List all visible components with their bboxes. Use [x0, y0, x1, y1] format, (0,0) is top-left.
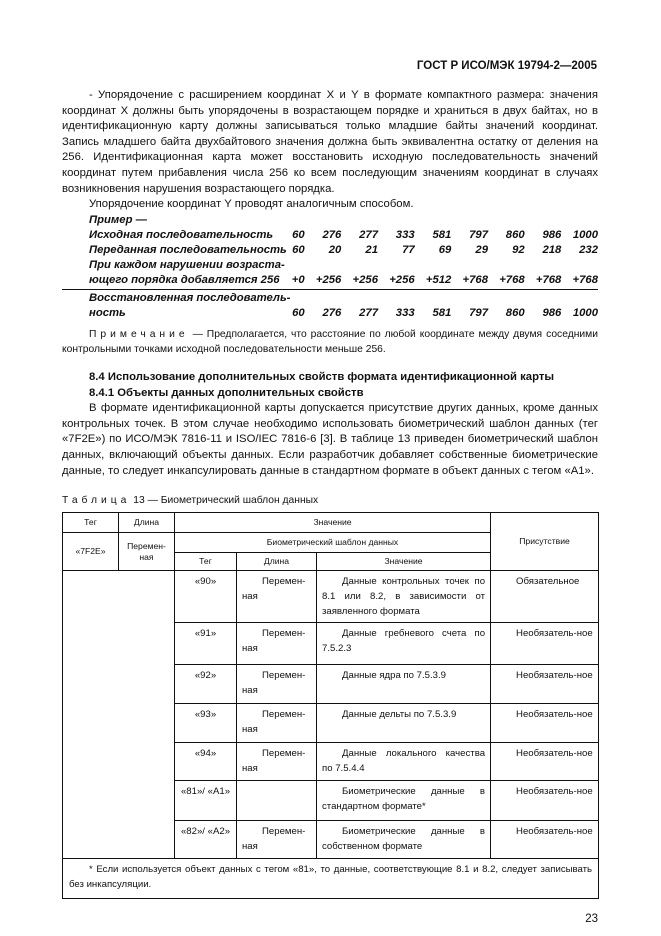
example-row-label: ность	[89, 306, 126, 319]
example-value: 77	[402, 243, 415, 256]
cell-length-text: Перемен-ная	[242, 709, 306, 736]
cell-value-text: Данные ядра по 7.5.3.9	[342, 670, 446, 682]
example-value: 60	[292, 243, 305, 256]
example-value: +256	[352, 273, 378, 286]
cell-tag-text: «90»	[194, 576, 217, 588]
heading-text: 8.4 Использование дополнительных свойств формата идентификационной карты	[89, 370, 555, 383]
example-value: +0	[291, 273, 305, 286]
note-label: Примечание	[89, 328, 189, 340]
header-value: Значение	[175, 513, 491, 533]
cell-presence-text: Необязатель-ное	[516, 670, 593, 682]
cell-presence	[491, 571, 599, 623]
cell-tag	[175, 821, 237, 859]
cell-length	[237, 571, 317, 623]
example-divider	[62, 289, 598, 290]
example-row	[62, 258, 598, 273]
cell-value	[317, 665, 491, 704]
example-row	[62, 228, 598, 243]
cell-length	[237, 704, 317, 743]
example-value: +256	[315, 273, 342, 286]
section-paragraph	[62, 401, 598, 479]
example-value: 1000	[572, 306, 598, 319]
section-heading-8-4	[62, 370, 598, 386]
biometric-template-table	[62, 512, 599, 899]
cell-presence-text: Необязатель-ное	[516, 826, 593, 838]
footnote-text: * Если используется объект данных с тегом «81», то данные, соответствующие 8.1 и 8.2, следует записывать без инкапсуляции.	[69, 864, 593, 891]
example-value: 276	[322, 306, 342, 319]
page-body	[62, 88, 598, 925]
header-inner-tag: Тег	[175, 553, 237, 571]
cell-tag-text: «92»	[194, 670, 217, 682]
cell-value	[317, 781, 491, 821]
example-row-label: При каждом нарушении возраста-	[89, 258, 285, 271]
example-value: 218	[542, 243, 562, 256]
example-value: +768	[499, 273, 525, 286]
example-value: +768	[572, 273, 598, 286]
example-value: 276	[322, 228, 342, 241]
cell-presence-text: Обязательное	[516, 576, 580, 588]
example-row-label: Восстановленная последователь-	[89, 291, 291, 304]
example-value: 1000	[572, 228, 598, 241]
example-value: 860	[505, 228, 525, 241]
cell-presence	[491, 665, 599, 704]
cell-presence-text: Необязатель-ное	[516, 628, 593, 640]
outer-length: Перемен-ная	[119, 533, 175, 571]
table-caption	[62, 495, 598, 506]
cell-value	[317, 821, 491, 859]
empty-cell	[63, 571, 175, 859]
cell-tag	[175, 623, 237, 665]
cell-value	[317, 704, 491, 743]
example-row	[62, 273, 598, 288]
paragraph-text: Упорядочение координат Y проводят аналогичным способом.	[89, 198, 414, 211]
example-block	[62, 213, 598, 321]
cell-presence-text: Необязатель-ное	[516, 709, 593, 721]
cell-value-text: Биометрические данные в собственном формате	[322, 826, 486, 853]
cell-tag	[175, 781, 237, 821]
paragraph-text: - Упорядочение с расширением координат X и Y в формате компактного размера: значения координат X должны быть упорядочены в возрастающем порядке и храниться в двух байтах, но в идентификационную карту должны записываться только младшие байты значений координат. Запись младшего байта двухбайтового значения должна быть эквивалентна остатку от деления на 256. Идентификационная карта может восстановить исходную последовательность значений координат путем прибавления числа 256 ко всем последующим значениям координат в случаях возникновения нарушения возрастающего порядка.	[62, 89, 598, 195]
example-title-text: Пример —	[89, 213, 147, 226]
cell-tag-text: «82»/ «А2»	[180, 826, 231, 838]
example-value: 277	[359, 228, 378, 241]
cell-tag	[175, 665, 237, 704]
example-value: 986	[542, 306, 562, 319]
table-row	[63, 571, 599, 623]
cell-tag	[175, 571, 237, 623]
example-value: +256	[389, 273, 415, 286]
example-value: 860	[505, 306, 525, 319]
cell-presence	[491, 781, 599, 821]
table-footnote	[63, 859, 599, 899]
header-tag: Тег	[63, 513, 119, 533]
cell-value-text: Биометрические данные в стандартном формате*	[322, 786, 486, 813]
cell-length-text: Перемен-ная	[242, 670, 306, 697]
example-value: 29	[475, 243, 488, 256]
example-row	[62, 243, 598, 258]
example-value: +768	[535, 273, 562, 286]
note	[62, 327, 598, 358]
paragraph-y-ordering	[62, 197, 598, 213]
cell-presence	[491, 704, 599, 743]
cell-value-text: Данные контрольных точек по 8.1 или 8.2, в зависимости от заявленного формата	[322, 576, 486, 618]
cell-tag	[175, 704, 237, 743]
cell-length-text: Перемен-ная	[242, 826, 306, 853]
cell-tag-text: «93»	[194, 709, 217, 721]
paragraph-ordering	[62, 88, 598, 197]
cell-presence	[491, 623, 599, 665]
cell-length-text: Перемен-ная	[242, 576, 306, 603]
paragraph-text: В формате идентификационной карты допускается присутствие других данных, кроме данных контрольных точек. В этом случае необходимо использовать биометрический шаблон данных (тег «7F2E») по ИСО/МЭК 7816-11 и ISO/IEC 7816-6 [3]. В таблице 13 приведен биометрический шаблон данных, включающий объекты данных. Если разработчик добавляет собственные биометрические данные, то следует инкапсулировать данные в стандартном формате в объект данных с тегом «А1».	[62, 402, 598, 477]
example-value: 60	[292, 306, 305, 319]
cell-presence-text: Необязатель-ное	[516, 748, 593, 760]
example-value: 333	[395, 228, 415, 241]
example-value: 69	[438, 243, 452, 256]
example-value: +512	[425, 273, 452, 286]
example-value: 20	[328, 243, 342, 256]
cell-length-text: Перемен-ная	[242, 748, 306, 775]
example-row-label: ющего порядка добавляется 256	[89, 273, 280, 286]
cell-tag	[175, 743, 237, 781]
outer-tag: «7F2E»	[63, 533, 119, 571]
cell-tag-text: «81»/ «А1»	[180, 786, 231, 798]
example-value: 581	[432, 306, 452, 319]
header-template: Биометрический шаблон данных	[175, 533, 491, 553]
example-value: 333	[395, 306, 415, 319]
cell-presence-text: Необязатель-ное	[516, 786, 593, 798]
cell-value	[317, 743, 491, 781]
page-number: 23	[585, 913, 598, 926]
example-title	[62, 213, 598, 228]
example-value: 986	[542, 228, 562, 241]
header-length: Длина	[119, 513, 175, 533]
example-row-label: Исходная последовательность	[89, 228, 274, 241]
header-presence: Присутствие	[491, 513, 599, 571]
caption-label: Таблица	[62, 495, 131, 507]
example-value: 797	[469, 306, 488, 319]
example-row-label: Переданная последовательность	[89, 243, 287, 256]
heading-text: 8.4.1 Объекты данных дополнительных свойств	[89, 386, 364, 399]
example-value: 21	[365, 243, 378, 256]
cell-value-text: Данные локального качества по 7.5.4.4	[322, 748, 486, 775]
example-value: 232	[579, 243, 598, 256]
section-heading-8-4-1	[62, 386, 598, 402]
caption-text: 13 — Биометрический шаблон данных	[133, 495, 319, 507]
cell-presence	[491, 743, 599, 781]
cell-value	[317, 623, 491, 665]
cell-tag-text: «94»	[194, 748, 217, 760]
cell-length	[237, 743, 317, 781]
example-value: 92	[512, 243, 525, 256]
example-value: 581	[432, 228, 452, 241]
example-value: 277	[359, 306, 378, 319]
document-id-header: ГОСТ Р ИСО/МЭК 19794-2—2005	[416, 60, 597, 72]
cell-length	[237, 623, 317, 665]
example-row	[62, 306, 598, 321]
header-inner-value: Значение	[317, 553, 491, 571]
cell-length-text: Перемен-ная	[242, 628, 306, 655]
cell-value	[317, 571, 491, 623]
example-value: 60	[292, 228, 305, 241]
note-text: — Предполагается, что расстояние по любой координате между двумя соседними контрольными точками исходной последовательности меньше 256.	[62, 328, 598, 356]
cell-length	[237, 781, 317, 821]
cell-value-text: Данные дельты по 7.5.3.9	[342, 709, 457, 721]
example-value: +768	[462, 273, 488, 286]
cell-length	[237, 665, 317, 704]
header-inner-length: Длина	[237, 553, 317, 571]
cell-presence	[491, 821, 599, 859]
example-row	[62, 291, 598, 306]
cell-length	[237, 821, 317, 859]
example-value: 797	[469, 228, 488, 241]
cell-value-text: Данные гребневого счета по 7.5.2.3	[322, 628, 486, 655]
cell-tag-text: «91»	[194, 628, 217, 640]
